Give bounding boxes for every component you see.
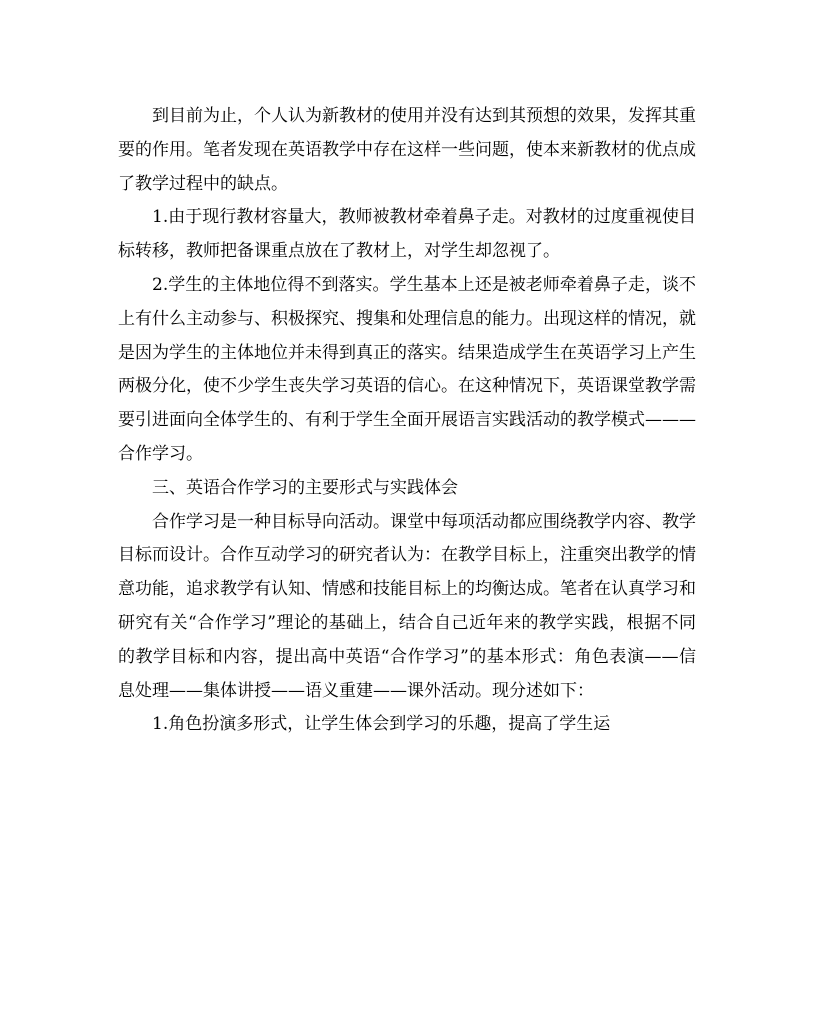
paragraph-point-2: 2.学生的主体地位得不到落实。学生基本上还是被老师牵着鼻子走，谈不上有什么主动参与、积极探究、搜集和处理信息的能力。出现这样的情况，就是因为学生的主体地位并未得到真正的落实。结果造成学生在英语学习上产生两极分化，使不少学生丧失学习英语的信心。在这种情况下，英语课堂教学需要引进面向全体学生的、有利于学生全面开展语言实践活动的教学模式———合作学习。 [118,274,696,464]
paragraph-cooperative-learning: 合作学习是一种目标导向活动。课堂中每项活动都应围绕教学内容、教学目标而设计。合作互动学习的研究者认为：在教学目标上，注重突出教学的情意功能，追求教学有认知、情感和技能目标上的均衡达成。笔者在认真学习和研究有关“合作学习”理论的基础上，结合自己近年来的教学实践，根据不同的教学目标和内容，提出高中英语“合作学习”的基本形式：角色表演——信息处理——集体讲授——语义重建——课外活动。现分述如下： [118,511,696,701]
paragraph-role-play: 1.角色扮演多形式，让学生体会到学习的乐趣，提高了学生运 [152,714,611,735]
section-heading-3: 三、英语合作学习的主要形式与实践体会 [152,477,458,498]
paragraph-point-1: 1.由于现行教材容量大，教师被教材牵着鼻子走。对教材的过度重视使目标转移，教师把备课重点放在了教材上，对学生却忽视了。 [118,207,696,262]
document-body [118,100,696,742]
paragraph-intro: 到目前为止，个人认为新教材的使用并没有达到其预想的效果，发挥其重要的作用。笔者发现在英语教学中存在这样一些问题，使本来新教材的优点成了教学过程中的缺点。 [118,106,696,194]
